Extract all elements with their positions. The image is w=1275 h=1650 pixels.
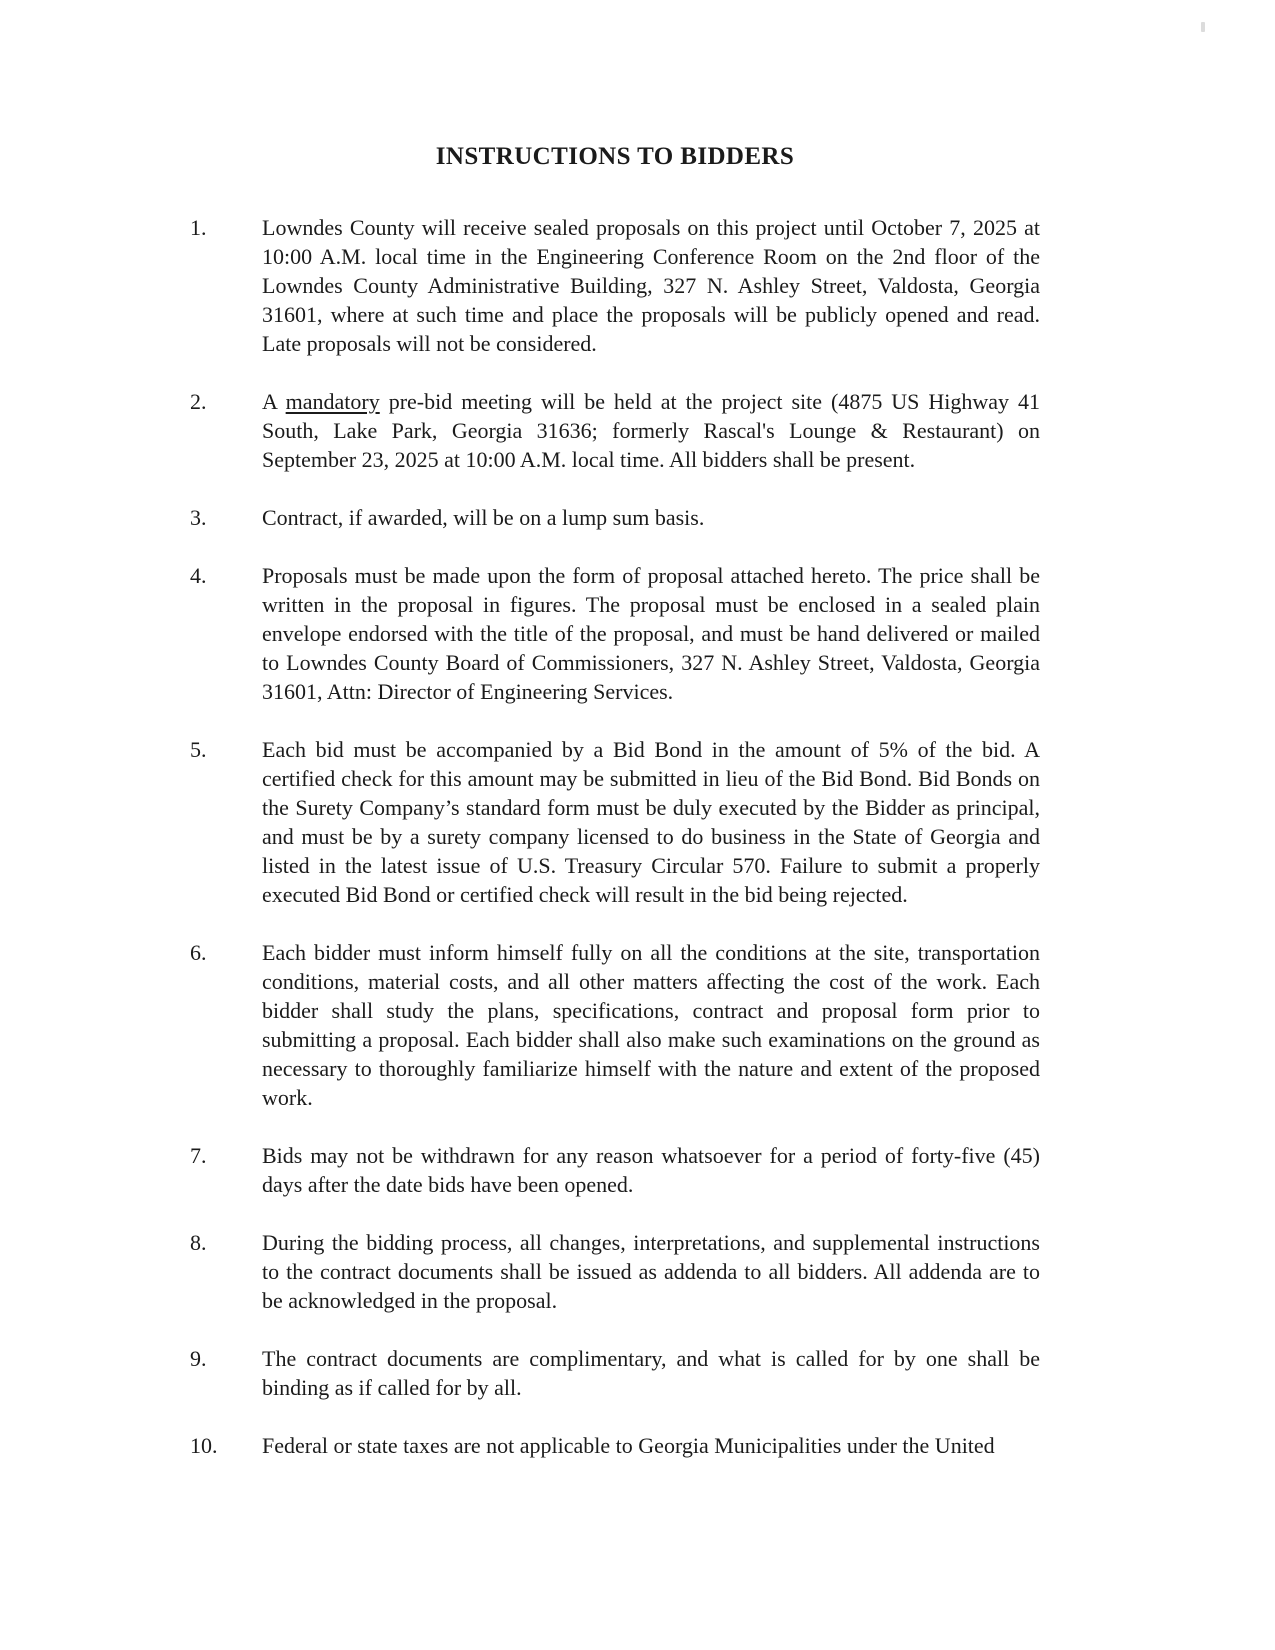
item-text: Lowndes County will receive sealed proposals on this project until October 7, 2025 at 10:00 A.M. local time in the Engineering Conference Room on the 2nd floor of the Lowndes County Administrative Building, 327 N. Ashley Street, Valdosta, Georgia 31601, where at such time and place the proposals will be publicly opened and read. Late proposals will not be considered. xyxy=(262,215,1040,356)
item-text: Each bid must be accompanied by a Bid Bond in the amount of 5% of the bid. A certified check for this amount may be submitted in lieu of the Bid Bond. Bid Bonds on the Surety Company’s standard form must be duly executed by the Bidder as principal, and must be by a surety company licensed to do business in the State of Georgia and listed in the latest issue of U.S. Treasury Circular 570. Failure to submit a properly executed Bid Bond or certified check will result in the bid being rejected. xyxy=(262,737,1040,907)
item-text: The contract documents are complimentary, and what is called for by one shall be binding as if called for by all. xyxy=(262,1346,1040,1400)
list-item xyxy=(190,1228,1040,1315)
list-item xyxy=(190,1431,1040,1460)
item-text: Each bidder must inform himself fully on all the conditions at the site, transportation conditions, material costs, and all other matters affecting the cost of the work. Each bidder shall study the plans, specifications, contract and proposal form prior to submitting a proposal. Each bidder shall also make such examinations on the ground as necessary to thoroughly familiarize himself with the nature and extent of the proposed work. xyxy=(262,940,1040,1110)
list-item xyxy=(190,1141,1040,1199)
item-text: Bids may not be withdrawn for any reason whatsoever for a period of forty-five (45) days after the date bids have been opened. xyxy=(262,1143,1040,1197)
scan-artifact-mark xyxy=(1201,22,1205,32)
item-number: 7. xyxy=(190,1143,207,1168)
item-text: Proposals must be made upon the form of proposal attached hereto. The price shall be written in the proposal in figures. The proposal must be enclosed in a sealed plain envelope endorsed with the title of the proposal, and must be hand delivered or mailed to Lowndes County Board of Commissioners, 327 N. Ashley Street, Valdosta, Georgia 31601, Attn: Director of Engineering Services. xyxy=(262,563,1040,704)
list-item xyxy=(190,387,1040,474)
item-number: 9. xyxy=(190,1346,207,1371)
item-text: A mandatory pre-bid meeting will be held at the project site (4875 US Highway 41 South, Lake Park, Georgia 31636; formerly Rascal's Lounge & Restaurant) on September 23, 2025 at 10:00 A.M. local time. All bidders shall be present. xyxy=(262,389,1040,472)
list-item xyxy=(190,561,1040,706)
item-number: 6. xyxy=(190,940,207,965)
list-item xyxy=(190,938,1040,1112)
list-item xyxy=(190,213,1040,358)
document-title: INSTRUCTIONS TO BIDDERS xyxy=(435,143,795,170)
instructions-list xyxy=(190,213,1040,1460)
item-number: 3. xyxy=(190,505,207,530)
item-number: 1. xyxy=(190,215,207,240)
item-number: 8. xyxy=(190,1230,207,1255)
list-item xyxy=(190,735,1040,909)
item-number: 4. xyxy=(190,563,207,588)
item-text: Contract, if awarded, will be on a lump sum basis. xyxy=(262,505,705,530)
list-item xyxy=(190,503,1040,532)
list-item xyxy=(190,1344,1040,1402)
item-number: 5. xyxy=(190,737,207,762)
item-text: During the bidding process, all changes, interpretations, and supplemental instructions to the contract documents shall be issued as addenda to all bidders. All addenda are to be acknowledged in the proposal. xyxy=(262,1230,1040,1313)
item-number: 10. xyxy=(190,1433,218,1458)
item-text: Federal or state taxes are not applicable to Georgia Municipalities under the United xyxy=(262,1433,995,1458)
item-number: 2. xyxy=(190,389,207,414)
